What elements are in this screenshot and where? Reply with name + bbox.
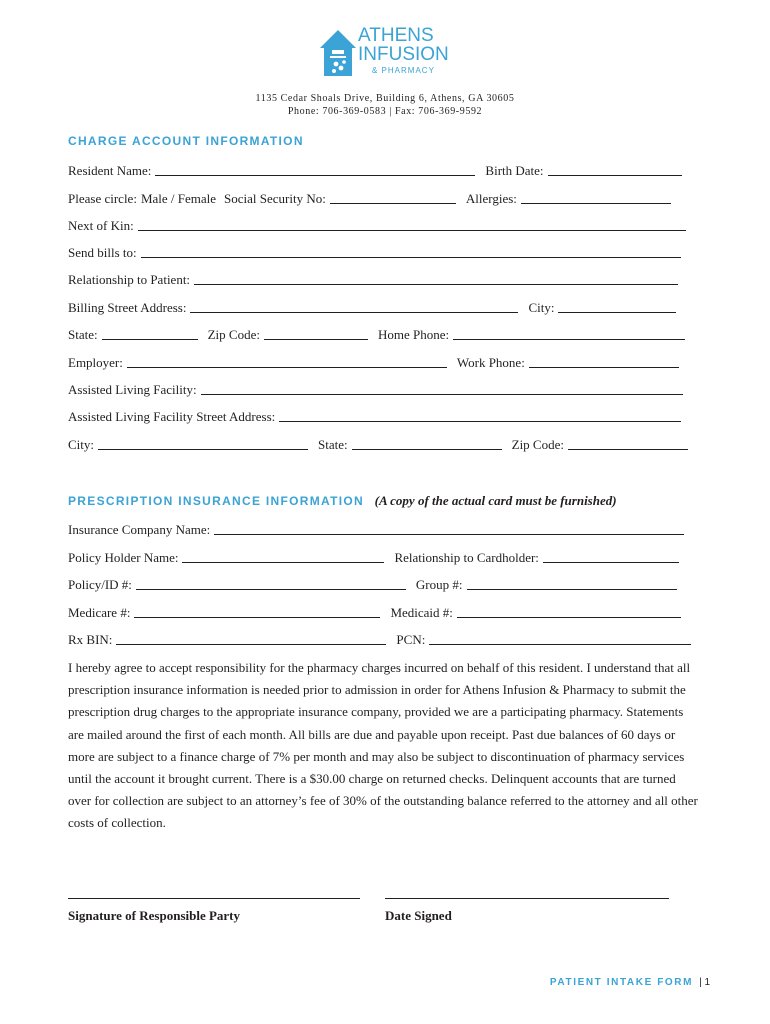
signature-line[interactable]: [68, 897, 360, 899]
group-field[interactable]: [467, 577, 677, 590]
medicaid-field[interactable]: [457, 605, 681, 618]
address-block: [0, 92, 770, 118]
policy-holder-field[interactable]: [182, 550, 384, 563]
allergies-field[interactable]: [521, 191, 671, 204]
send-bills-label: Send bills to:: [68, 245, 137, 260]
alf-label: Assisted Living Facility:: [68, 382, 197, 397]
row-billing-address: [68, 298, 694, 316]
home-phone-label: Home Phone:: [377, 327, 450, 342]
city-field[interactable]: [558, 300, 676, 313]
employer-label: Employer:: [68, 355, 123, 370]
next-of-kin-label: Next of Kin:: [68, 218, 134, 233]
send-bills-field[interactable]: [141, 245, 681, 258]
zip-field[interactable]: [264, 327, 368, 340]
relationship-cardholder-field[interactable]: [543, 550, 679, 563]
signature-label: Signature of Responsible Party: [68, 908, 241, 923]
row-alf: [68, 380, 694, 398]
state2-label: State:: [318, 437, 348, 452]
alf-street-label: Assisted Living Facility Street Address:: [68, 409, 276, 424]
ssn-label: Social Security No:: [224, 191, 326, 206]
relationship-field[interactable]: [194, 272, 678, 285]
row-resident: [68, 161, 694, 179]
row-employer: [68, 353, 694, 371]
footer-form-name: PATIENT INTAKE FORM: [549, 977, 694, 988]
allergies-label: Allergies:: [465, 191, 517, 206]
date-signed-line[interactable]: [385, 897, 669, 899]
birth-date-label: Birth Date:: [485, 163, 544, 178]
rx-bin-field[interactable]: [116, 632, 386, 645]
pcn-label: PCN:: [396, 632, 426, 647]
zip2-label: Zip Code:: [511, 437, 564, 452]
insurance-company-label: Insurance Company Name:: [68, 522, 211, 537]
insurance-company-field[interactable]: [214, 522, 684, 535]
group-label: Group #:: [415, 577, 463, 592]
logo-athens: ATHENS: [358, 25, 434, 46]
gender-option[interactable]: Male / Female: [140, 191, 217, 206]
alf-field[interactable]: [201, 382, 683, 395]
policy-holder-label: Policy Holder Name:: [68, 550, 179, 565]
policy-id-label: Policy/ID #:: [68, 577, 132, 592]
page-number: | 1: [699, 977, 710, 988]
billing-street-label: Billing Street Address:: [68, 300, 187, 315]
work-phone-field[interactable]: [529, 355, 679, 368]
row-policy-id: [68, 575, 694, 593]
row-send-bills: [68, 243, 694, 261]
agreement-paragraph: I hereby agree to accept responsibility for the pharmacy charges incurred on behalf of this resident. I understand that all prescription insurance information is needed prior to admission in order for Athens Infusion & Pharmacy to submit the prescription drug charges to the appropriate insurance company, provided we are a participating pharmacy. Statements are mailed around the first of each month. All bills are due and payable upon receipt. Past due balances of 60 days or more are subject to a finance charge of 7% per month and may also be subject to discontinuation of pharmacy services until the account it brought current. There is a $30.00 charge on returned checks. Delinquent accounts that are turned over for collection are subject to an attorney’s fee of 30% of the outstanding balance referred to the attorney and all other costs of collection.: [68, 660, 698, 831]
resident-name-field[interactable]: [155, 163, 475, 176]
logo-pharmacy: & PHARMACY: [372, 66, 435, 75]
employer-field[interactable]: [127, 355, 447, 368]
birth-date-field[interactable]: [548, 163, 682, 176]
resident-name-label: Resident Name:: [68, 163, 152, 178]
row-gender: [68, 189, 694, 207]
row-medicare: [68, 603, 694, 621]
city-label: City:: [528, 300, 555, 315]
company-logo: [318, 26, 458, 82]
state-field[interactable]: [102, 327, 198, 340]
ssn-field[interactable]: [330, 191, 456, 204]
zip-label: Zip Code:: [207, 327, 260, 342]
state2-field[interactable]: [352, 437, 502, 450]
home-phone-field[interactable]: [453, 327, 685, 340]
charge-section-title: CHARGE ACCOUNT INFORMATION: [68, 134, 304, 148]
row-policy-holder: [68, 548, 694, 566]
relationship-label: Relationship to Patient:: [68, 272, 191, 287]
row-relationship: [68, 270, 694, 288]
medicare-field[interactable]: [134, 605, 380, 618]
logo-infusion: INFUSION: [358, 44, 449, 65]
phone-fax-line: Phone: 706-369-0583 | Fax: 706-369-9592: [287, 106, 483, 117]
address-line: 1135 Cedar Shoals Drive, Building 6, Athens, GA 30605: [255, 93, 515, 104]
row-alf-street: [68, 407, 694, 425]
please-circle-label: Please circle:: [68, 191, 137, 206]
state-label: State:: [68, 327, 98, 342]
billing-street-field[interactable]: [190, 300, 518, 313]
alf-street-field[interactable]: [279, 409, 681, 422]
row-insurance-company: [68, 520, 694, 538]
city2-field[interactable]: [98, 437, 308, 450]
zip2-field[interactable]: [568, 437, 688, 450]
pcn-field[interactable]: [429, 632, 691, 645]
house-cart-icon: [318, 26, 358, 80]
insurance-note: (A copy of the actual card must be furnished): [374, 493, 617, 508]
work-phone-label: Work Phone:: [456, 355, 525, 370]
medicare-label: Medicare #:: [68, 605, 131, 620]
row-state-zip: [68, 325, 694, 343]
next-of-kin-field[interactable]: [138, 218, 686, 231]
medicaid-label: Medicaid #:: [390, 605, 453, 620]
page-footer: [550, 977, 710, 988]
row-city-state-zip: [68, 435, 694, 453]
insurance-title-text: PRESCRIPTION INSURANCE INFORMATION: [68, 494, 364, 508]
row-next-of-kin: [68, 216, 694, 234]
city2-label: City:: [68, 437, 95, 452]
relationship-cardholder-label: Relationship to Cardholder:: [394, 550, 539, 565]
rx-bin-label: Rx BIN:: [68, 632, 113, 647]
date-signed-label: Date Signed: [385, 908, 452, 923]
row-rx-bin: [68, 630, 694, 648]
policy-id-field[interactable]: [136, 577, 406, 590]
insurance-section-title: [68, 493, 617, 509]
